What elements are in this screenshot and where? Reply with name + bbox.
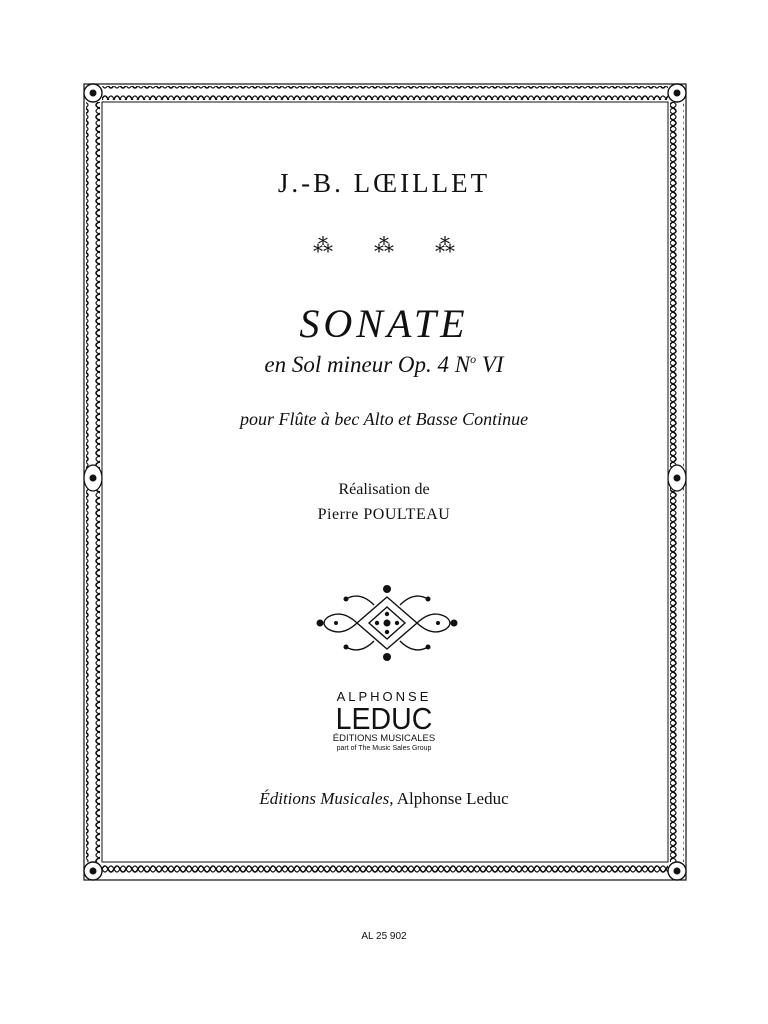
logo-group-text: part of The Music Sales Group <box>336 745 432 752</box>
publisher-logo <box>300 690 468 753</box>
subtitle-main: en Sol mineur Op. 4 N <box>264 352 471 377</box>
subtitle-end: VI <box>476 352 504 377</box>
asterism-icon: ⁂ ⁂ ⁂ <box>313 235 473 257</box>
realisation-label: Réalisation de <box>338 481 430 498</box>
logo-sub-text: ÉDITIONS MUSICALES <box>332 733 436 744</box>
logo-main-text: LEDUC <box>335 701 433 736</box>
instrumentation-text: pour Flûte à bec Alto et Basse Continue <box>239 409 529 429</box>
publisher-plain: Alphonse Leduc <box>393 789 509 808</box>
subtitle-superscript: o <box>470 352 477 366</box>
page-title: SONATE <box>299 301 469 346</box>
floral-ornament-icon <box>314 583 460 663</box>
publisher-italic: Éditions Musicales, <box>259 789 394 808</box>
publisher-line <box>0 789 768 809</box>
catalog-number: AL 25 902 <box>361 931 407 942</box>
logo-top-text: ALPHONSE <box>336 689 432 704</box>
arranger-name: Pierre POULTEAU <box>317 506 451 523</box>
work-subtitle <box>0 352 768 378</box>
composer-name: J.-B. LŒILLET <box>277 168 491 198</box>
